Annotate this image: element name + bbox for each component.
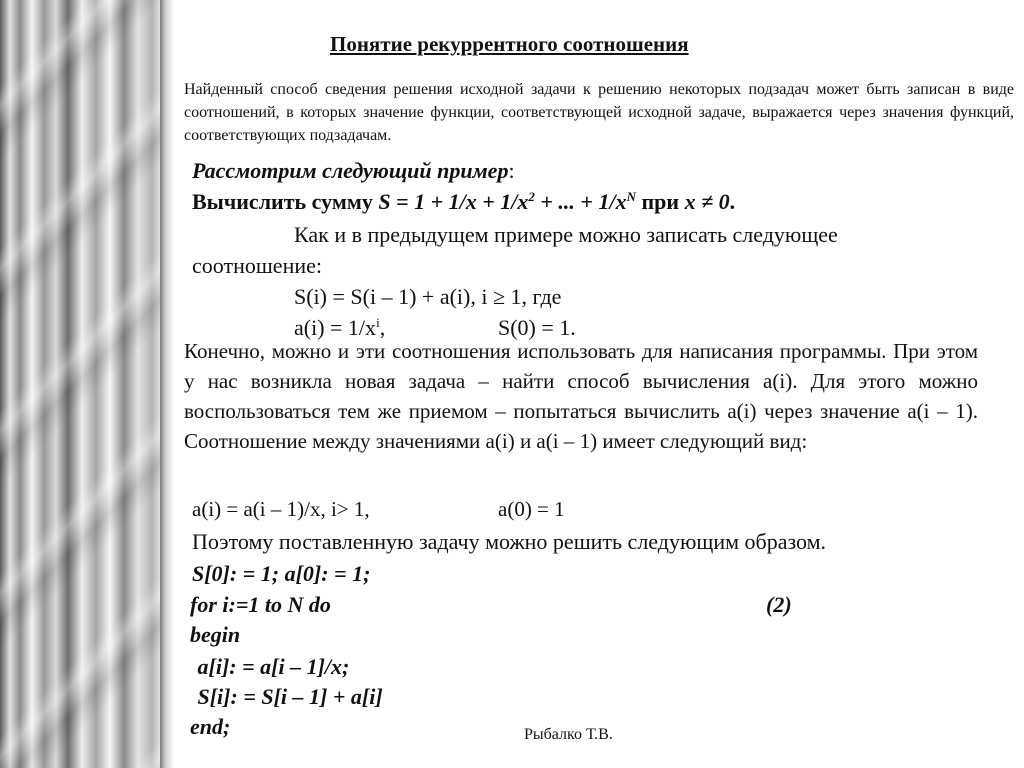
example-line-1: Как и в предыдущем примере можно записать следующее [294, 222, 838, 247]
relation-3b: a(0) = 1 [498, 497, 565, 521]
relation-2b: S(0) = 1. [498, 315, 576, 340]
relation-3a: a(i) = a(i – 1)/x, i> 1, [192, 497, 370, 521]
code-line-5: S[i]: = S[i – 1] + a[i] [192, 684, 383, 709]
task-statement: Вычислить сумму $S = 1 + 1/x + 1/x^2$ + ... + $1/x^N$ при x ≠ 0. [192, 189, 736, 214]
code-line-3: begin [190, 622, 241, 647]
decorative-metal-band [0, 0, 165, 768]
decorative-band-edge [160, 0, 174, 768]
code-line-4: a[i]: = a[i – 1]/x; [192, 654, 350, 679]
main-paragraph: Конечно, можно и эти соотношения использовать для написания программы. При этом у нас возникла новая задача – найти способ вычисления a(i). Для этого можно воспользоваться тем же приемом – попытаться вычислить a(i) через значение a(i – 1). Соотношение между значениями a(i) и a(i – 1) имеет следующий вид: [184, 339, 978, 453]
author-footer: Рыбалко Т.В. [524, 726, 613, 743]
intro-paragraph: Найденный способ сведения решения исходной задачи к решению некоторых подзадач может быть записан в виде соотношений, в которых значение функции, соответствующей исходной задаче, выражается через значения функций, соответствующих подзадачам. [184, 81, 1014, 144]
slide-title: Понятие рекуррентного соотношения [330, 32, 689, 56]
example-heading: Рассмотрим следующий пример: [192, 158, 515, 183]
equation-label: (2) [766, 592, 792, 617]
code-line-2: for i:=1 to N do [190, 592, 331, 617]
example-line-2: соотношение: [192, 253, 322, 278]
code-line-1: S[0]: = 1; a[0]: = 1; [192, 561, 371, 586]
solution-line: Поэтому поставленную задачу можно решить следующим образом. [192, 529, 827, 554]
code-line-6: end; [190, 714, 231, 739]
relation-2a: $a(i) = 1/x^i$, [294, 315, 386, 340]
relation-1: S(i) = S(i – 1) + a(i), i ≥ 1, где [294, 284, 562, 309]
